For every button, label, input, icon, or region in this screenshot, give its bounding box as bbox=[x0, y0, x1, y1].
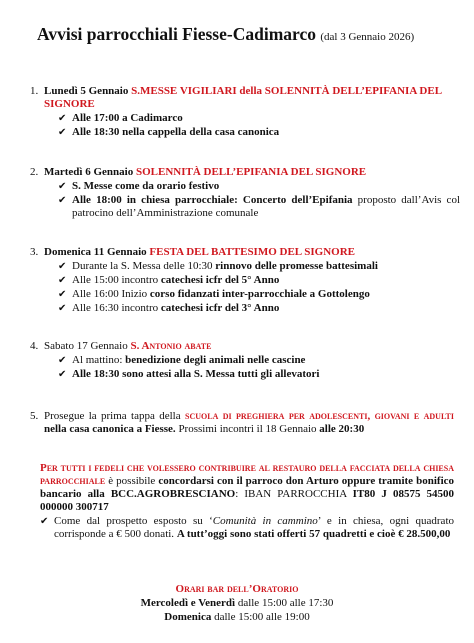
item-date: Martedì 6 Gennaio bbox=[44, 166, 134, 178]
bullet-list bbox=[58, 354, 460, 381]
iban: IT80 J 08575 54500 000000 300717 bbox=[40, 488, 455, 513]
check-icon: ✔ bbox=[58, 181, 67, 192]
item-date: Domenica 11 Gennaio bbox=[44, 246, 147, 258]
check-icon: ✔ bbox=[58, 113, 67, 124]
bar-hours bbox=[0, 582, 474, 624]
list-item: ✔ Alle 16:00 Inizio corso fidanzati inter-parrocchiale a Gottolengo bbox=[58, 288, 370, 300]
list-item: ✔ Al mattino: benedizione degli animali nelle cascine bbox=[58, 354, 306, 366]
item-event: S. Antonio abate bbox=[130, 340, 212, 352]
bar-title: Orari bar dell’Oratorio bbox=[175, 583, 299, 595]
check-icon: ✔ bbox=[58, 195, 67, 206]
bar-hours-line-1: Mercoledì e Venerdì dalle 15:00 alle 17:30 bbox=[140, 597, 334, 609]
restoration-notice: Per tutti i fedeli che volessero contribuire al restauro della facciata della chiesa parrocchiale è possibile concordarsi con il parroco don Arturo oppure tramite bonifico bancario alla BCC.AGROBRESCIANO: IBAN PARROCCHIA IT80 J 08575 54500 000000 300717 ✔ Come dal prospetto esposto su ‘Comunità in cammino’ e in chiesa, ogni quadrato corrisponde a € 500 donati. A tutt’oggi sono stati offerti 57 quadretti e cioè € 28.500,00 bbox=[40, 462, 455, 540]
item-event: scuola di preghiera per adolescenti, giovani e adulti bbox=[185, 410, 455, 422]
check-icon: ✔ bbox=[40, 516, 49, 527]
bullet-list bbox=[58, 180, 460, 220]
check-icon: ✔ bbox=[58, 127, 67, 138]
list-item: ✔ S. Messe come da orario festivo bbox=[58, 180, 220, 192]
check-icon: ✔ bbox=[58, 261, 67, 272]
item-event: FESTA DEL BATTESIMO DEL SIGNORE bbox=[149, 246, 356, 258]
item-number: 2. bbox=[30, 166, 39, 178]
item-number: 1. bbox=[30, 85, 39, 97]
item-event: S.MESSE VIGILIARI della SOLENNITÀ DELL’EPIFANIA DEL SIGNORE bbox=[44, 85, 442, 110]
list-item: ✔ Alle 16:30 incontro catechesi icfr del 3° Anno bbox=[58, 302, 280, 314]
check-icon: ✔ bbox=[58, 355, 67, 366]
list-item: ✔ Alle 18:30 nella cappella della casa canonica bbox=[58, 126, 280, 138]
item-date: Sabato 17 Gennaio bbox=[44, 340, 128, 352]
bar-hours-line-2: Domenica dalle 15:00 alle 19:00 bbox=[164, 611, 310, 623]
item-number: 5. bbox=[30, 410, 39, 422]
notice-item-1 bbox=[30, 85, 460, 140]
notice-item-4 bbox=[30, 340, 460, 382]
date-note: (dal 3 Gennaio 2026) bbox=[320, 31, 415, 43]
check-icon: ✔ bbox=[58, 369, 67, 380]
notice-item-3 bbox=[30, 246, 460, 316]
notice-item-2 bbox=[30, 166, 460, 221]
list-item: ✔ Alle 15:00 incontro catechesi icfr del 5° Anno bbox=[58, 274, 280, 286]
check-icon: ✔ bbox=[58, 275, 67, 286]
notice-item-5: 5. Prosegue la prima tappa della scuola di preghiera per adolescenti, giovani e adulti nella casa canonica a Fiesse. Prossimi incontri il 18 Gennaio alle 20:30 bbox=[30, 410, 455, 435]
bullet-list bbox=[58, 260, 460, 315]
check-icon: ✔ bbox=[58, 289, 67, 300]
list-item: ✔ Alle 17:00 a Cadimarco bbox=[58, 112, 183, 124]
bullet-list bbox=[58, 112, 460, 139]
item-event: SOLENNITÀ DELL’EPIFANIA DEL SIGNORE bbox=[135, 166, 367, 178]
item-date: Lunedì 5 Gennaio bbox=[44, 85, 129, 97]
page-title bbox=[37, 24, 467, 45]
title-text: Avvisi parrocchiali Fiesse-Cadimarco bbox=[37, 24, 316, 44]
list-item: ✔ Alle 18:30 sono attesi alla S. Messa tutti gli allevatori bbox=[58, 368, 320, 380]
check-icon: ✔ bbox=[58, 303, 67, 314]
item-number: 4. bbox=[30, 340, 39, 352]
notice-heading: Per tutti i fedeli che volessero contribuire al restauro della facciata della chiesa parrocchiale bbox=[40, 462, 454, 487]
item-number: 3. bbox=[30, 246, 39, 258]
list-item: ✔ Alle 18:00 in chiesa parrocchiale: Concerto dell’Epifania proposto dall’Avis col patrocino dell’Amministrazione comunale bbox=[58, 194, 460, 219]
list-item: ✔ Come dal prospetto esposto su ‘Comunità in cammino’ e in chiesa, ogni quadrato corrisponde a € 500 donati. A tutt’oggi sono stati offerti 57 quadretti e cioè € 28.500,00 bbox=[40, 515, 454, 540]
list-item: ✔ Durante la S. Messa delle 10:30 rinnovo delle promesse battesimali bbox=[58, 260, 378, 272]
